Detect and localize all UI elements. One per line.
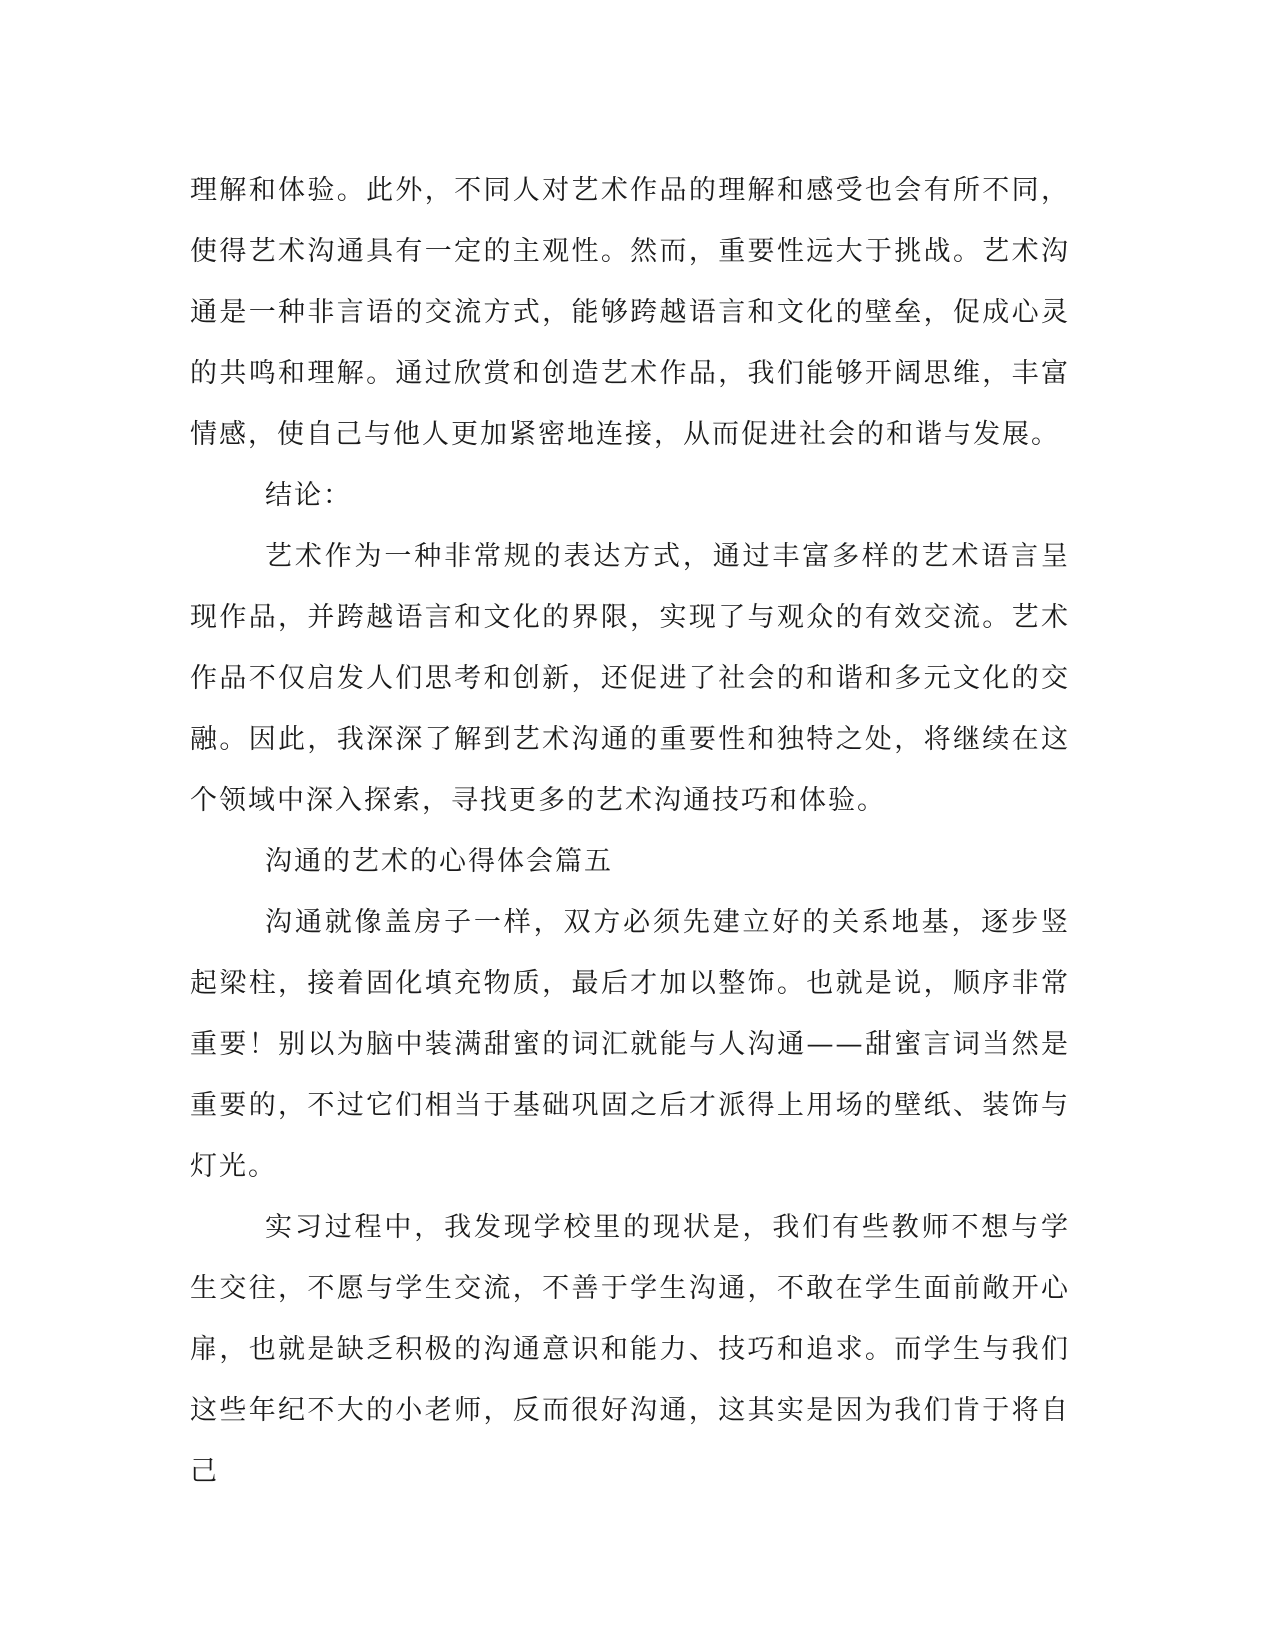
conclusion-heading: 结论： — [265, 480, 352, 511]
section-heading: 沟通的艺术的心得体会篇五 — [265, 846, 613, 877]
document-body — [190, 160, 1070, 1502]
conclusion-paragraph: 艺术作为一种非常规的表达方式，通过丰富多样的艺术语言呈现作品，并跨越语言和文化的界限，实现了与观众的有效交流。艺术作品不仅启发人们思考和创新，还促进了社会的和谐和多元文化的交融。因此，我深深了解到艺术沟通的重要性和独特之处，将继续在这个领域中深入探索，寻找更多的艺术沟通技巧和体验。 — [190, 541, 1070, 816]
body-paragraph: 实习过程中，我发现学校里的现状是，我们有些教师不想与学生交往，不愿与学生交流，不善于学生沟通，不敢在学生面前敞开心扉，也就是缺乏积极的沟通意识和能力、技巧和追求。而学生与我们这些年纪不大的小老师，反而很好沟通，这其实是因为我们肯于将自己 — [190, 1212, 1070, 1487]
body-paragraph: 沟通就像盖房子一样，双方必须先建立好的关系地基，逐步竖起梁柱，接着固化填充物质，最后才加以整饰。也就是说，顺序非常重要！别以为脑中装满甜蜜的词汇就能与人沟通——甜蜜言词当然是重要的，不过它们相当于基础巩固之后才派得上用场的壁纸、装饰与灯光。 — [190, 907, 1070, 1182]
paragraph-continuation: 理解和体验。此外，不同人对艺术作品的理解和感受也会有所不同，使得艺术沟通具有一定的主观性。然而，重要性远大于挑战。艺术沟通是一种非言语的交流方式，能够跨越语言和文化的壁垒，促成心灵的共鸣和理解。通过欣赏和创造艺术作品，我们能够开阔思维，丰富情感，使自己与他人更加紧密地连接，从而促进社会的和谐与发展。 — [190, 175, 1070, 450]
